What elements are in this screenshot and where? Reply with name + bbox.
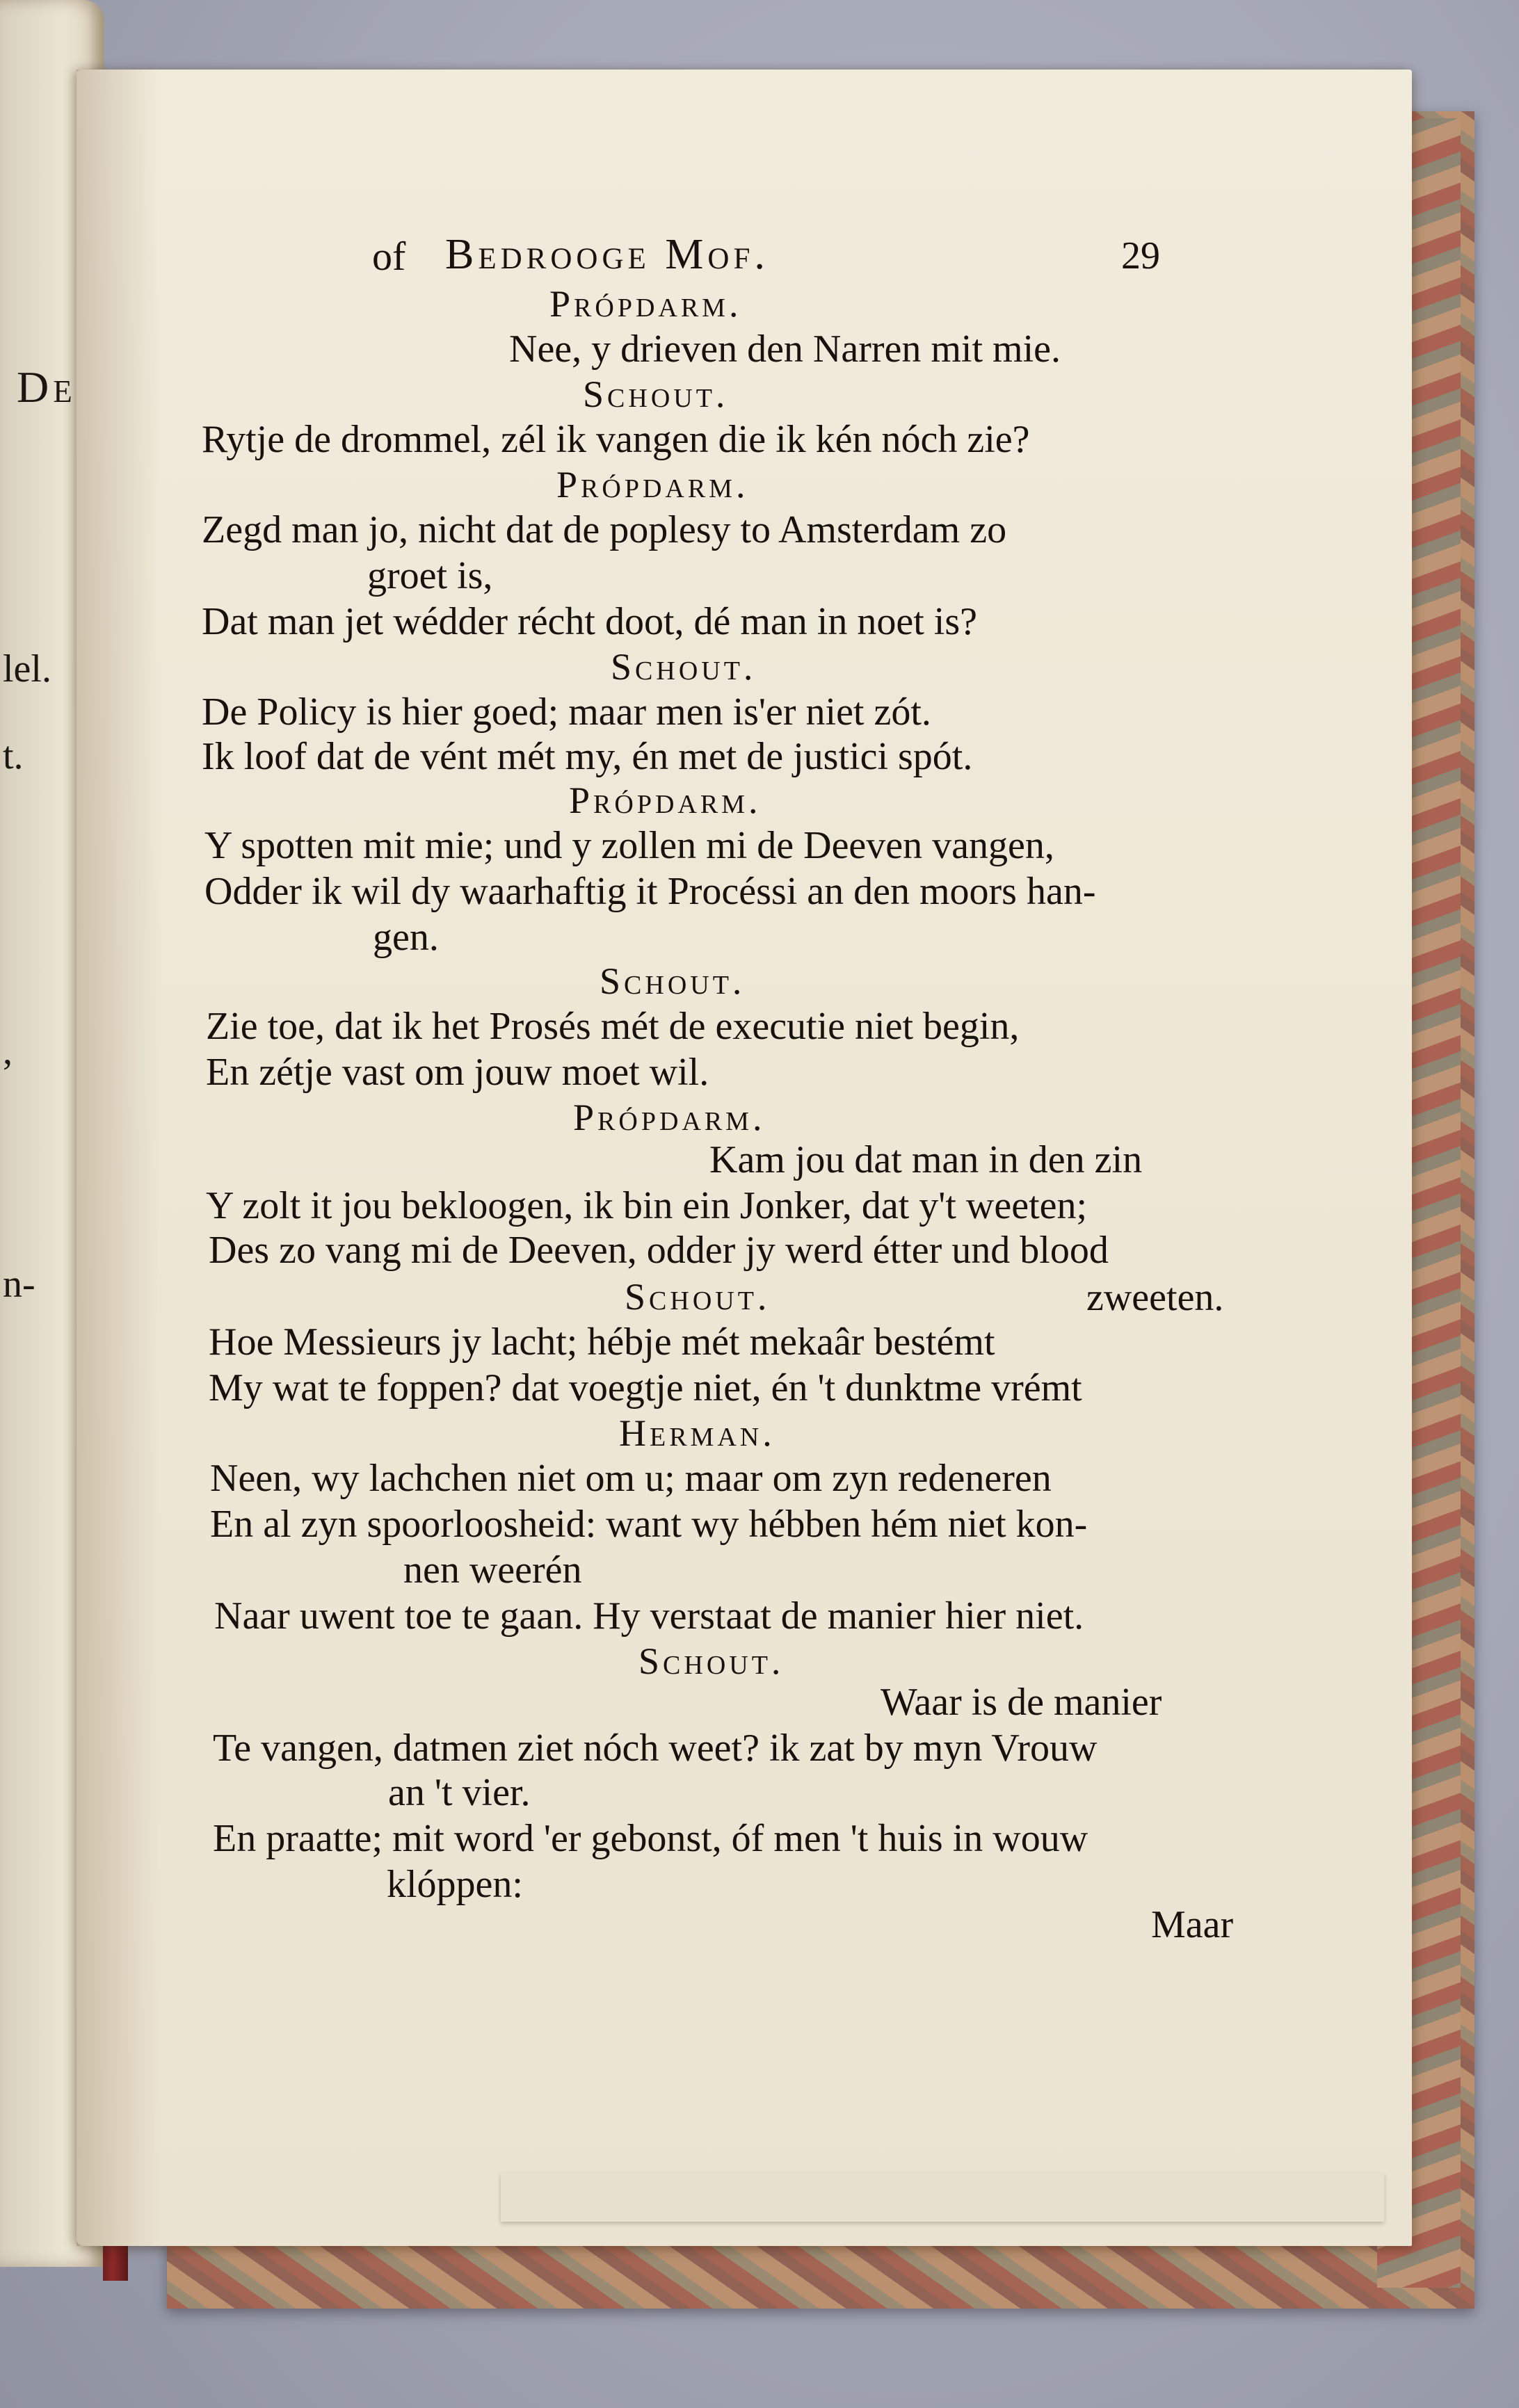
verse-line: Nee, y drieven den Narren mit mie. — [509, 328, 1061, 371]
verse-line-continuation: gen. — [373, 916, 439, 959]
verse-line: Waar is de manier — [881, 1681, 1162, 1724]
speaker-herman: Herman. — [619, 1412, 775, 1454]
verse-line: Zegd man jo, nicht dat de poplesy to Amsterdam zo — [202, 508, 1007, 551]
speaker-propdarm: Própdarm. — [569, 779, 762, 821]
verse-line-continuation: nen weerén — [403, 1549, 582, 1592]
speaker-schout: Schout. — [638, 1640, 785, 1682]
verse-line: De Policy is hier goed; maar men is'er niet zót. — [202, 690, 931, 734]
verse-line: En zétje vast om jouw moet wil. — [206, 1051, 709, 1094]
catchword: Maar — [1151, 1903, 1234, 1946]
verse-line: Y zolt it jou bekloogen, ik bin ein Jonker, dat y't weeten; — [206, 1184, 1088, 1227]
verse-line: Zie toe, dat ik het Prosés mét de executie niet begin, — [206, 1005, 1020, 1048]
page-number: 29 — [1121, 234, 1160, 277]
left-fragment-2: lel. — [3, 647, 51, 690]
verse-line: Ik loof dat de vént mét my, én met de justici spót. — [202, 735, 973, 778]
speaker-propdarm: Própdarm. — [556, 464, 749, 506]
verse-line-continuation: groet is, — [367, 554, 493, 597]
verse-line-continuation: an 't vier. — [388, 1771, 531, 1814]
page-bottom-strip — [501, 2173, 1384, 2222]
verse-line: Kam jou dat man in den zin — [709, 1138, 1143, 1181]
verse-line: Neen, wy lachchen niet om u; maar om zyn redeneren — [210, 1457, 1052, 1500]
left-fragment-1: De — [17, 362, 77, 412]
verse-line: Dat man jet wédder récht doot, dé man in noet is? — [202, 600, 977, 643]
verse-line-continuation: zweeten. — [1086, 1276, 1224, 1319]
verse-line: Hoe Messieurs jy lacht; hébje mét mekaâr bestémt — [209, 1320, 995, 1364]
left-fragment-3: t. — [3, 734, 24, 777]
running-header-title: Bedrooge Mof. — [445, 231, 769, 278]
verse-line: Te vangen, datmen ziet nóch weet? ik zat by myn Vrouw — [213, 1727, 1098, 1770]
verse-line: En praatte; mit word 'er gebonst, óf men 't huis in wouw — [213, 1817, 1088, 1860]
speaker-propdarm: Própdarm. — [573, 1097, 766, 1138]
left-fragment-5: n- — [3, 1263, 35, 1306]
verse-line: Des zo vang mi de Deeven, odder jy werd étter und blood — [209, 1229, 1109, 1272]
verse-line: Odder ik wil dy waarhaftig it Procéssi an den moors han- — [204, 870, 1096, 913]
speaker-schout: Schout. — [600, 960, 746, 1002]
verse-line: En al zyn spoorloosheid: want wy hébben hém niet kon- — [210, 1503, 1088, 1546]
verse-line: Naar uwent toe te gaan. Hy verstaat de manier hier niet. — [214, 1594, 1084, 1638]
left-fragment-4: , — [3, 1030, 13, 1073]
verse-line: Rytje de drommel, zél ik vangen die ik kén nóch zie? — [202, 418, 1030, 461]
verse-line-continuation: klóppen: — [387, 1863, 523, 1906]
speaker-schout: Schout. — [583, 373, 729, 415]
speaker-schout: Schout. — [625, 1276, 771, 1318]
verse-line: Y spotten mit mie; und y zollen mi de Deeven vangen, — [204, 824, 1054, 867]
speaker-propdarm: Própdarm. — [549, 283, 742, 325]
verse-line: My wat te foppen? dat voegtje niet, én 't dunktme vrémt — [209, 1366, 1082, 1409]
speaker-schout: Schout. — [611, 646, 757, 688]
header-left-word: of — [372, 234, 406, 279]
